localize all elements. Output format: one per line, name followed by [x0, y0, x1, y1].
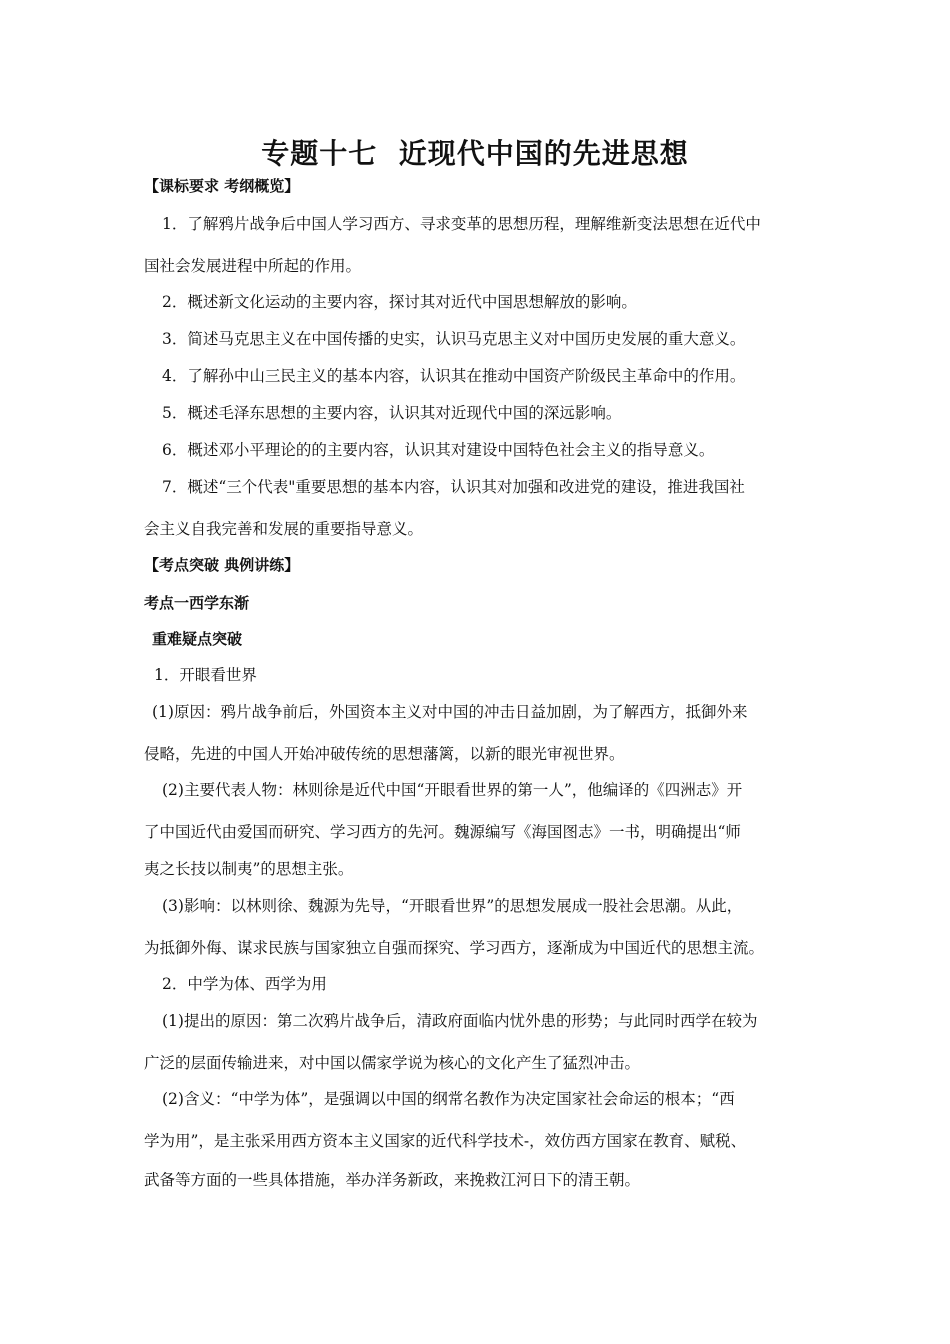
point-1-figures-line-1: (2)主要代表人物：林则徐是近代中国“开眼看世界的第一人”，他编译的《四洲志》开: [162, 781, 743, 799]
point-2-meaning-line-1: (2)含义：“中学为体”，是强调以中国的纲常名教作为决定国家社会命运的根本；“西: [162, 1090, 735, 1108]
document-title: 专题十七 近现代中国的先进思想: [261, 137, 689, 170]
topic-heading: 考点一西学东渐: [144, 594, 250, 612]
subheading: 重难疑点突破: [152, 630, 243, 648]
point-1-title: 1．开眼看世界: [154, 666, 257, 684]
requirement-item-3: 3．简述马克思主义在中国传播的史实，认识马克思主义对中国历史发展的重大意义。: [162, 330, 746, 348]
point-2-title: 2．中学为体、西学为用: [162, 975, 327, 993]
requirement-item-1-line-2: 国社会发展进程中所起的作用。: [144, 257, 362, 275]
point-1-impact-line-1: (3)影响：以林则徐、魏源为先导，“开眼看世界”的思想发展成一股社会思潮。从此，: [162, 897, 743, 915]
requirement-item-7-line-2: 会主义自我完善和发展的重要指导意义。: [144, 520, 424, 538]
point-1-figures-line-2: 了中国近代由爱国而研究、学习西方的先河。魏源编写《海国图志》一书，明确提出“师: [144, 823, 741, 841]
requirement-item-4: 4．了解孙中山三民主义的基本内容，认识其在推动中国资产阶级民主革命中的作用。: [162, 367, 746, 385]
section-heading-requirements: 【课标要求 考纲概览】: [144, 177, 300, 195]
point-2-meaning-line-2: 学为用”，是主张采用西方资本主义国家的近代科学技术-，效仿西方国家在教育、赋税、: [144, 1132, 747, 1150]
requirement-item-5: 5．概述毛泽东思想的主要内容，认识其对近现代中国的深远影响。: [162, 404, 622, 422]
requirement-item-7-line-1: 7．概述“三个代表"重要思想的基本内容，认识其对加强和改进党的建设，推进我国社: [162, 478, 745, 496]
point-1-cause-line-1: (1)原因：鸦片战争前后，外国资本主义对中国的冲击日益加剧，为了解西方，抵御外来: [152, 703, 748, 721]
requirement-item-1-line-1: 1．了解鸦片战争后中国人学习西方、寻求变革的思想历程，理解维新变法思想在近代中: [162, 215, 761, 233]
point-1-cause-line-2: 侵略，先进的中国人开始冲破传统的思想藩篱，以新的眼光审视世界。: [144, 745, 625, 763]
point-2-meaning-line-3: 武备等方面的一些具体措施，举办洋务新政，来挽救江河日下的清王朝。: [144, 1171, 641, 1189]
requirement-item-2: 2．概述新文化运动的主要内容，探讨其对近代中国思想解放的影响。: [162, 293, 637, 311]
requirement-item-6: 6．概述邓小平理论的的主要内容，认识其对建设中国特色社会主义的指导意义。: [162, 441, 715, 459]
point-1-figures-line-3: 夷之长技以制夷”的思想主张。: [144, 860, 354, 878]
point-2-reason-line-2: 广泛的层面传输进来，对中国以儒家学说为核心的文化产生了猛烈冲击。: [144, 1054, 641, 1072]
section-heading-breakthrough: 【考点突破 典例讲练】: [144, 556, 300, 574]
point-1-impact-line-2: 为抵御外侮、谋求民族与国家独立自强而探究、学习西方，逐渐成为中国近代的思想主流。: [144, 939, 765, 957]
point-2-reason-line-1: (1)提出的原因：第二次鸦片战争后，清政府面临内忧外患的形势；与此同时西学在较为: [162, 1012, 758, 1030]
